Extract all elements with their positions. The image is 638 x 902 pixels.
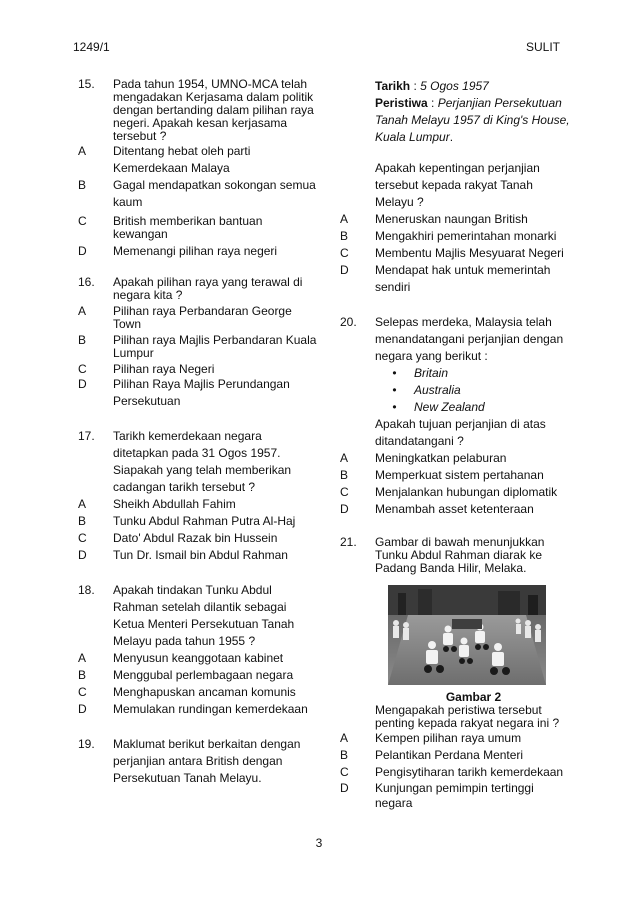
- question-number: 21.: [340, 535, 357, 549]
- option-letter: D: [340, 781, 349, 795]
- country-name: New Zealand: [414, 400, 485, 414]
- classification-label: SULIT: [525, 40, 560, 54]
- info-date-label: Tarikh: [375, 79, 411, 93]
- option-text: Menyusun keanggotaan kabinet: [113, 651, 284, 665]
- option-c: [340, 484, 572, 501]
- question-number: 18.: [78, 583, 95, 597]
- option-text: Meningkatkan pelaburan: [375, 451, 507, 465]
- option-text: Ditentang hebat oleh parti Kemerdekaan Malaya: [113, 144, 251, 175]
- option-letter: B: [78, 668, 87, 682]
- question-number: 15.: [78, 77, 95, 91]
- question-15: [78, 78, 318, 258]
- question-19-stem: Apakah kepentingan perjanjian tersebut kepada rakyat Tanah Melayu ?: [375, 161, 540, 209]
- question-text: Tarikh kemerdekaan negara ditetapkan pada 31 Ogos 1957. Siapakah yang telah memberikan cadangan tarikh tersebut ?: [113, 429, 292, 494]
- option-text: Pilihan raya Majlis Perbandaran Kuala Lumpur: [113, 333, 317, 360]
- option-a: [78, 143, 318, 177]
- option-letter: A: [78, 304, 87, 318]
- option-text: Menambah asset ketenteraan: [375, 502, 534, 516]
- option-text: Pilihan Raya Majlis Perundangan Persekutuan: [113, 377, 290, 408]
- option-b: [78, 513, 318, 530]
- option-text: Tunku Abdul Rahman Putra Al-Haj: [113, 514, 296, 528]
- question-text: Pada tahun 1954, UMNO-MCA telah mengadakan Kerjasama dalam politik dengan bertanding dalam pilihan raya negeri. Apakah kesan kerjasama tersebut ?: [113, 77, 314, 143]
- option-text: Memperkuat sistem pertahanan: [375, 468, 544, 482]
- option-b: [78, 667, 318, 684]
- option-letter: A: [78, 144, 87, 158]
- option-letter: D: [78, 377, 87, 391]
- option-a: [78, 305, 318, 331]
- option-text: Menggubal perlembagaan negara: [113, 668, 294, 682]
- option-b: [340, 228, 572, 245]
- left-column: [78, 78, 318, 787]
- info-event: Peristiwa : Perjanjian Persekutuan Tanah Melayu 1957 di King's House, Kuala Lumpur.: [375, 96, 570, 144]
- option-a: [340, 450, 572, 467]
- option-c: [78, 684, 318, 701]
- option-text: Memulakan rundingan kemerdekaan: [113, 702, 308, 716]
- option-text: Membentu Majlis Mesyuarat Negeri: [375, 246, 564, 260]
- option-c: [340, 245, 572, 262]
- option-a: [78, 496, 318, 513]
- option-text: Pilihan raya Negeri: [113, 362, 215, 376]
- option-letter: C: [340, 485, 349, 499]
- option-letter: D: [340, 502, 349, 516]
- option-text: British memberikan bantuan kewangan: [113, 214, 263, 241]
- option-letter: C: [78, 685, 87, 699]
- option-letter: B: [78, 514, 87, 528]
- option-d: [340, 262, 572, 296]
- option-d: [78, 701, 318, 718]
- info-event-label: Peristiwa: [375, 96, 428, 110]
- option-letter: B: [78, 333, 87, 347]
- option-c: [340, 764, 572, 781]
- option-c: [78, 363, 318, 376]
- option-letter: B: [78, 178, 87, 192]
- question-19: [78, 736, 318, 787]
- option-d: [78, 245, 318, 258]
- option-letter: A: [340, 451, 349, 465]
- option-d: [340, 501, 572, 518]
- option-text: Mengakhiri pemerintahan monarki: [375, 229, 557, 243]
- option-b: [78, 334, 318, 360]
- option-letter: C: [78, 214, 87, 228]
- option-d: [340, 781, 572, 811]
- question-20: [340, 314, 572, 518]
- parade-photo-image: [388, 585, 546, 685]
- question-number: 16.: [78, 275, 95, 289]
- option-text: Mendapat hak untuk memerintah sendiri: [375, 263, 551, 294]
- option-text: Pilihan raya Perbandaran George Town: [113, 304, 292, 331]
- option-letter: A: [340, 731, 349, 745]
- option-letter: B: [340, 748, 349, 762]
- option-b: [340, 747, 572, 764]
- option-a: [340, 211, 572, 228]
- question-text: Selepas merdeka, Malaysia telah menandatangani perjanjian dengan negara yang berikut :: [375, 315, 564, 363]
- question-number: 20.: [340, 315, 357, 329]
- option-text: Menjalankan hubungan diplomatik: [375, 485, 558, 499]
- option-text: Menghapuskan ancaman komunis: [113, 685, 296, 699]
- question-text: Apakah pilihan raya yang terawal di negara kita ?: [113, 275, 303, 302]
- option-letter: A: [340, 212, 349, 226]
- question-number: 19.: [78, 737, 95, 751]
- figure-title: Gambar 2: [445, 690, 502, 704]
- question-21: [340, 536, 572, 811]
- option-letter: D: [78, 548, 87, 562]
- option-letter: D: [78, 244, 87, 258]
- option-letter: C: [78, 531, 87, 545]
- question-number: 17.: [78, 429, 95, 443]
- option-letter: B: [340, 468, 349, 482]
- country-name: Britain: [414, 366, 449, 380]
- option-text: Pelantikan Perdana Menteri: [375, 748, 524, 762]
- option-a: [78, 650, 318, 667]
- question-16: [78, 276, 318, 410]
- option-d: [78, 376, 318, 410]
- question-21-stem: Mengapakah peristiwa tersebut penting kepada rakyat negara ini ?: [375, 703, 560, 730]
- list-item: [375, 399, 572, 416]
- question-17: [78, 428, 318, 564]
- bullet-icon: •: [392, 383, 397, 397]
- option-letter: A: [78, 651, 87, 665]
- info-date: Tarikh : 5 Ogos 1957: [375, 79, 489, 93]
- option-text: Tun Dr. Ismail bin Abdul Rahman: [113, 548, 288, 562]
- page-number: 3: [315, 836, 323, 850]
- list-item: [375, 382, 572, 399]
- option-text: Gagal mendapatkan sokongan semua kaum: [113, 178, 316, 209]
- option-text: Sheikh Abdullah Fahim: [113, 497, 236, 511]
- option-letter: C: [340, 246, 349, 260]
- option-b: [340, 467, 572, 484]
- info-event-value: Perjanjian Persekutuan Tanah Melayu 1957 di King's House, Kuala Lumpur: [375, 96, 570, 144]
- country-name: Australia: [414, 383, 461, 397]
- option-text: Dato' Abdul Razak bin Hussein: [113, 531, 278, 545]
- exam-code: 1249/1: [73, 40, 110, 54]
- right-column: [340, 78, 572, 811]
- option-b: [78, 177, 318, 211]
- option-text: Memenangi pilihan raya negeri: [113, 244, 278, 258]
- option-c: [78, 530, 318, 547]
- parade-photo: [388, 585, 546, 685]
- country-list: [375, 365, 572, 416]
- info-box: [375, 78, 572, 146]
- option-letter: C: [340, 765, 349, 779]
- list-item: [375, 365, 572, 382]
- option-letter: D: [78, 702, 87, 716]
- option-text: Pengisytiharan tarikh kemerdekaan: [375, 765, 564, 779]
- option-text: Kempen pilihan raya umum: [375, 731, 522, 745]
- question-18: [78, 582, 318, 718]
- question-20-stem: Apakah tujuan perjanjian di atas ditandatangani ?: [375, 417, 546, 448]
- option-letter: B: [340, 229, 349, 243]
- info-date-value: 5 Ogos 1957: [420, 79, 489, 93]
- bullet-icon: •: [392, 400, 397, 414]
- option-letter: A: [78, 497, 87, 511]
- question-text: Gambar di bawah menunjukkan Tunku Abdul Rahman diarak ke Padang Banda Hilir, Melaka.: [375, 535, 545, 575]
- option-a: [340, 730, 572, 747]
- option-letter: C: [78, 362, 87, 376]
- question-text: Maklumat berikut berkaitan dengan perjanjian antara British dengan Persekutuan Tanah Melayu.: [113, 737, 301, 785]
- option-text: Kunjungan pemimpin tertinggi negara: [375, 781, 534, 810]
- option-d: [78, 547, 318, 564]
- question-text: Apakah tindakan Tunku Abdul Rahman setelah dilantik sebagai Ketua Menteri Persekutuan Tanah Melayu pada tahun 1955 ?: [113, 583, 295, 648]
- option-letter: D: [340, 263, 349, 277]
- option-c: [78, 215, 318, 241]
- bullet-icon: •: [392, 366, 397, 380]
- option-text: Meneruskan naungan British: [375, 212, 528, 226]
